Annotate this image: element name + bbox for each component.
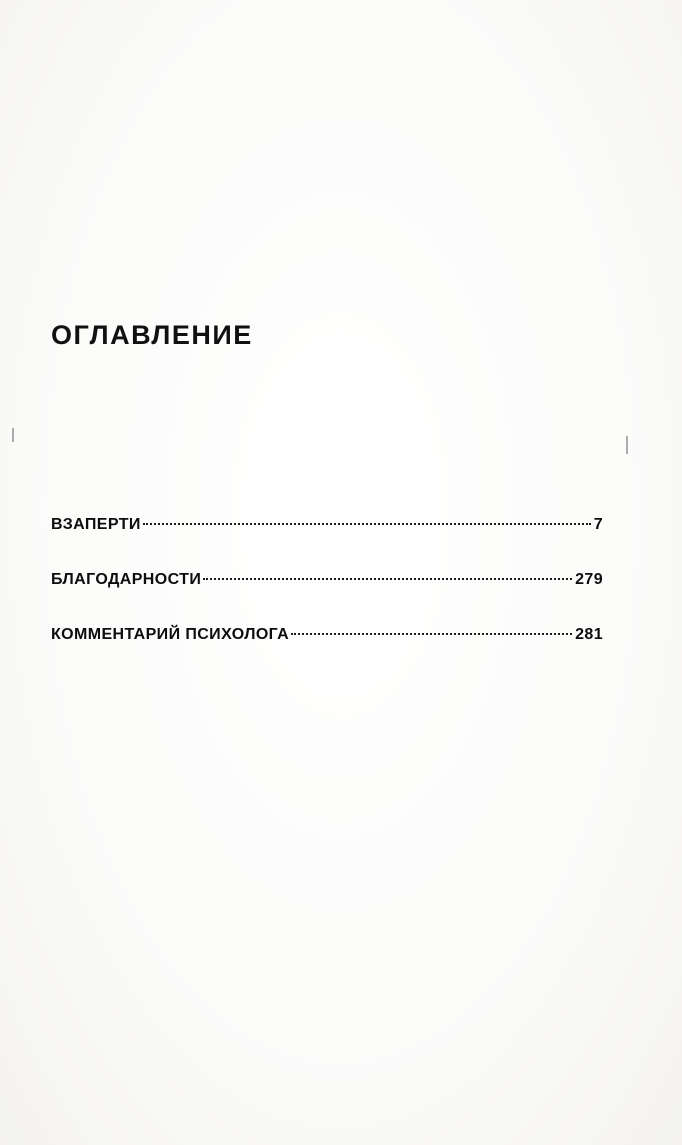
toc-entry-label: КОММЕНТАРИЙ ПСИХОЛОГА [51, 626, 290, 643]
page-title: ОГЛАВЛЕНИЕ [51, 320, 253, 350]
table-of-contents [51, 516, 603, 681]
toc-entry-page-number: 279 [575, 571, 603, 588]
scan-edge-mark-left [12, 428, 14, 442]
toc-entry-label: БЛАГОДАРНОСТИ [51, 571, 202, 588]
toc-entry-kommentariy-psikhologa [51, 626, 603, 654]
dot-leader [203, 578, 572, 580]
dot-leader [143, 523, 591, 525]
scan-edge-mark-right [626, 436, 628, 454]
toc-entry-page-number: 7 [593, 516, 603, 533]
dot-leader [291, 633, 572, 635]
toc-entry-page-number: 281 [575, 626, 603, 643]
toc-entry-blagodarnosti [51, 571, 603, 599]
toc-entry-vzaperti [51, 516, 603, 544]
toc-entry-label: ВЗАПЕРТИ [51, 516, 141, 533]
